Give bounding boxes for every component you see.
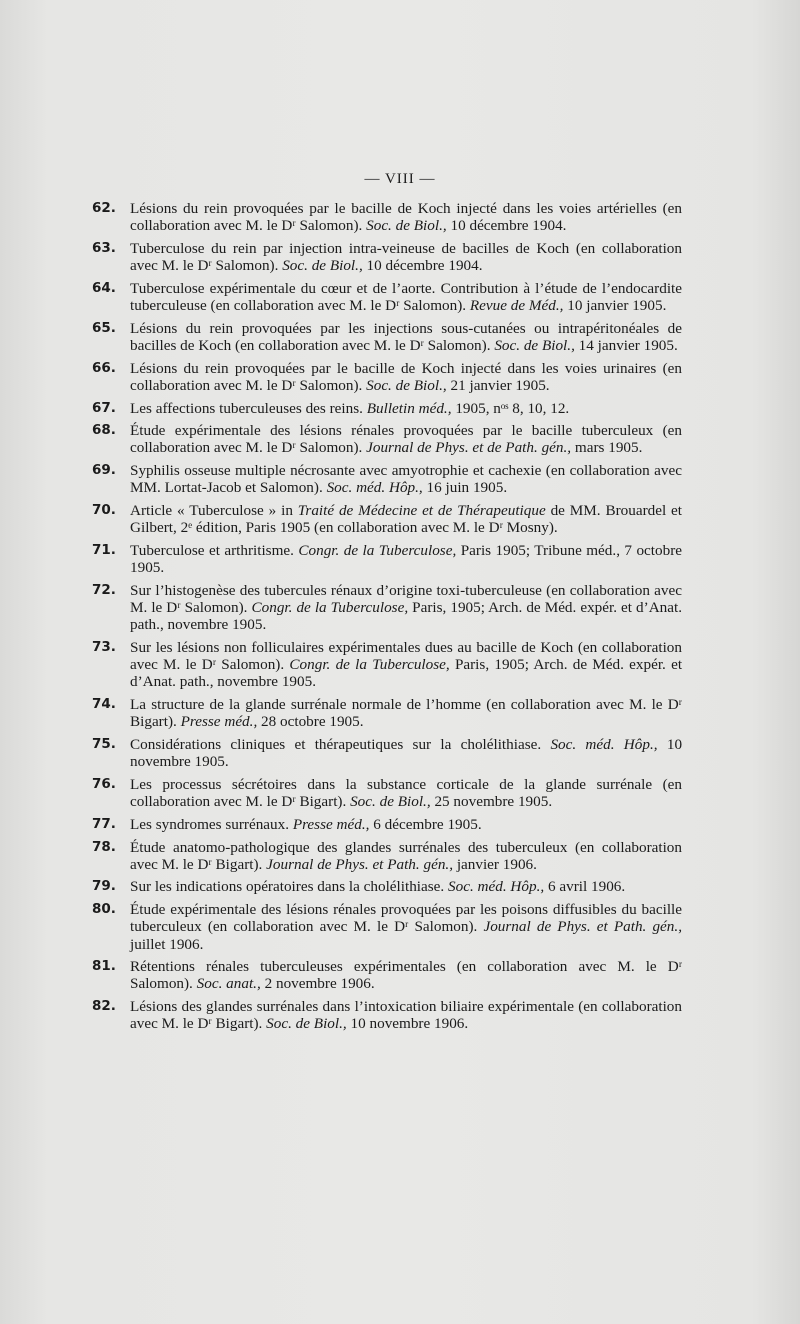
entry-date: 10 novembre 1905. xyxy=(130,735,683,771)
entry-source: Soc. méd. Hôp., xyxy=(448,878,545,896)
entry-number: 69. xyxy=(92,462,116,479)
entry-text xyxy=(130,816,682,833)
entry-source: Traité de Médecine et de Thérapeutique xyxy=(297,502,546,520)
entry-source: Soc. de Biol., xyxy=(366,217,447,235)
bibliography-entry xyxy=(92,816,682,833)
entry-number: 65. xyxy=(92,319,116,336)
entry-number: 75. xyxy=(92,735,116,752)
entry-text xyxy=(130,639,682,691)
entry-date: 25 novembre 1905. xyxy=(434,793,553,811)
entry-date: 2 novembre 1906. xyxy=(264,975,375,993)
entry-text xyxy=(130,878,682,895)
entry-title: Les affections tuberculeuses des reins. xyxy=(130,399,363,417)
entry-text xyxy=(130,776,682,810)
entry-source: Soc. de Biol., xyxy=(282,257,363,275)
bibliography-entry xyxy=(92,462,682,496)
entry-date: 6 décembre 1905. xyxy=(373,815,482,833)
entry-text xyxy=(130,696,682,730)
entry-title: Syphilis osseuse multiple nécrosante avec amyotrophie et cachexie (en collaboration avec MM. Lortat-Jacob et Salomon). xyxy=(130,462,682,497)
bibliography-entry xyxy=(92,901,682,953)
entry-text xyxy=(130,240,682,274)
bibliography-entry xyxy=(92,582,682,634)
entry-title: Lésions du rein provoquées par les injections sous-cutanées ou intrapéritonéales de bacilles de Koch (en collaboration avec M. le Dʳ Salomon). xyxy=(130,319,682,354)
bibliography-entry xyxy=(92,320,682,354)
entry-text xyxy=(130,736,682,770)
entry-date: 10 décembre 1904. xyxy=(366,257,483,275)
entry-date: 6 avril 1906. xyxy=(547,878,626,896)
entry-number: 77. xyxy=(92,815,116,832)
entry-number: 81. xyxy=(92,958,116,975)
entry-date: 28 octobre 1905. xyxy=(261,713,364,731)
entry-title: Considérations cliniques et thérapeutiques sur la cholélithiase. xyxy=(130,735,542,753)
entry-date: Paris, 1905; Arch. de Méd. expér. et d’Anat. path., novembre 1905. xyxy=(130,656,683,691)
entry-date: de MM. Brouardel et Gilbert, 2ᵉ édition, Paris 1905 (en collaboration avec M. le Dʳ Mosny). xyxy=(130,502,683,537)
entry-title: Tuberculose expérimentale du cœur et de l’aorte. Contribution à l’étude de l’endocardite tuberculeuse (en collaboration avec M. le Dʳ Salomon). xyxy=(130,279,682,315)
entry-number: 62. xyxy=(92,200,116,216)
entry-title: Lésions du rein provoquées par le bacille de Koch injecté dans les voies urinaires (en collaboration avec M. le Dʳ Salomon). xyxy=(130,359,682,394)
entry-title: Les syndromes surrénaux. xyxy=(130,815,290,833)
entry-source: Presse méd., xyxy=(292,815,370,833)
entry-text xyxy=(130,582,682,634)
entry-number: 70. xyxy=(92,502,116,519)
entry-number: 63. xyxy=(92,239,116,256)
entry-number: 80. xyxy=(92,901,116,918)
entry-number: 71. xyxy=(92,541,116,558)
entry-number: 66. xyxy=(92,359,116,376)
page-number: — VIII — xyxy=(364,171,436,187)
bibliography-entry xyxy=(92,776,682,810)
entry-title: Lésions du rein provoquées par le bacille de Koch injecté dans les voies artérielles (en collaboration avec M. le Dʳ Salomon). xyxy=(130,200,682,235)
entry-date: mars 1905. xyxy=(574,439,643,457)
entry-title: Article « Tuberculose » in xyxy=(130,502,293,520)
entry-source: Journal de Phys. et Path. gén., xyxy=(483,918,682,936)
bibliography-entry xyxy=(92,736,682,770)
entry-date: Paris 1905; Tribune méd., 7 octobre 1905. xyxy=(130,541,682,577)
entry-number: 67. xyxy=(92,399,116,416)
entry-source: Soc. de Biol., xyxy=(350,793,431,811)
entry-source: Journal de Phys. et Path. gén., xyxy=(266,855,454,873)
entry-source: Journal de Phys. et de Path. gén., xyxy=(366,439,572,457)
entry-number: 82. xyxy=(92,998,116,1015)
entry-title: Étude expérimentale des lésions rénales provoquées par les poisons diffusibles du bacille tuberculeux (en collaboration avec M. le Dʳ Salomon). xyxy=(130,901,682,936)
bibliography-entry xyxy=(92,542,682,576)
entry-source: Soc. méd. Hôp., xyxy=(550,735,658,753)
entry-text xyxy=(130,542,682,576)
entry-text xyxy=(130,998,682,1032)
entry-title: Sur les indications opératoires dans la cholélithiase. xyxy=(130,878,445,896)
entry-source: Soc. méd. Hôp., xyxy=(326,479,423,497)
bibliography-entry xyxy=(92,958,682,992)
entry-date: 14 janvier 1905. xyxy=(578,336,678,354)
entry-date: Paris, 1905; Arch. de Méd. expér. et d’Anat. path., novembre 1905. xyxy=(130,599,683,634)
entry-date: 10 janvier 1905. xyxy=(567,297,667,315)
bibliography-entry xyxy=(92,878,682,895)
entry-number: 64. xyxy=(92,279,116,296)
entry-source: Soc. de Biol., xyxy=(494,336,575,354)
entry-date: juillet 1906. xyxy=(130,935,204,953)
entry-text xyxy=(130,901,682,953)
entry-text xyxy=(130,280,682,314)
entry-text xyxy=(130,502,682,536)
bibliography-entry xyxy=(92,360,682,394)
entry-source: Presse méd., xyxy=(180,713,258,731)
entry-date: 10 décembre 1904. xyxy=(450,217,567,235)
entry-text xyxy=(130,200,682,234)
entry-date: 1905, nᵒˢ 8, 10, 12. xyxy=(455,399,570,417)
bibliography-entry xyxy=(92,639,682,691)
entry-text xyxy=(130,320,682,354)
entry-number: 76. xyxy=(92,775,116,792)
entry-title: Tuberculose et arthritisme. xyxy=(130,541,294,559)
bibliography-entry xyxy=(92,696,682,730)
entry-date: 10 novembre 1906. xyxy=(350,1015,469,1033)
entry-title: Lésions des glandes surrénales dans l’intoxication biliaire expérimentale (en collaboration avec M. le Dʳ Bigart). xyxy=(130,998,682,1033)
entry-source: Soc. de Biol., xyxy=(366,376,447,394)
bibliography-entry xyxy=(92,422,682,456)
bibliography-entry xyxy=(92,839,682,873)
entry-title: Étude expérimentale des lésions rénales provoquées par le bacille tuberculeux (en collaboration avec M. le Dʳ Salomon). xyxy=(130,422,682,457)
entry-number: 74. xyxy=(92,696,116,713)
entry-source: Congr. de la Tuberculose, xyxy=(298,541,457,559)
entry-title: Tuberculose du rein par injection intra-veineuse de bacilles de Koch (en collaboration avec M. le Dʳ Salomon). xyxy=(130,239,682,275)
entry-title: Sur les lésions non folliculaires expérimentales dues au bacille de Koch (en collaboration avec M. le Dʳ Salomon). xyxy=(130,638,682,674)
entry-text xyxy=(130,360,682,394)
entry-number: 72. xyxy=(92,581,116,598)
bibliography-entry xyxy=(92,400,682,417)
entry-source: Bulletin méd., xyxy=(366,399,452,417)
entry-date: 21 janvier 1905. xyxy=(450,376,550,394)
entry-number: 79. xyxy=(92,878,116,895)
entry-text xyxy=(130,839,682,873)
entry-text xyxy=(130,400,682,417)
entry-title: Étude anatomo-pathologique des glandes surrénales des tuberculeux (en collaboration avec M. le Dʳ Bigart). xyxy=(130,838,682,873)
entry-source: Congr. de la Tuberculose, xyxy=(289,656,450,674)
entry-number: 78. xyxy=(92,838,116,855)
entry-number: 68. xyxy=(92,422,116,439)
entry-number: 73. xyxy=(92,638,116,655)
entry-source: Soc. anat., xyxy=(196,975,261,993)
entry-title: Rétentions rénales tuberculeuses expérimentales (en collaboration avec M. le Dʳ Salomon). xyxy=(130,958,682,993)
bibliography-entry xyxy=(92,502,682,536)
entry-text xyxy=(130,422,682,456)
bibliography-entry xyxy=(92,998,682,1032)
entry-title: Les processus sécrétoires dans la substance corticale de la glande surrénale (en collaboration avec M. le Dʳ Bigart). xyxy=(130,775,682,811)
entry-source: Soc. de Biol., xyxy=(266,1015,347,1033)
entry-date: janvier 1906. xyxy=(456,855,537,873)
entry-title: La structure de la glande surrénale normale de l’homme (en collaboration avec M. le Dʳ Bigart). xyxy=(130,696,682,731)
bibliography-list xyxy=(92,200,682,1038)
entry-text xyxy=(130,958,682,992)
entry-text xyxy=(130,462,682,496)
entry-source: Congr. de la Tuberculose, xyxy=(251,599,409,617)
bibliography-entry xyxy=(92,240,682,274)
bibliography-entry xyxy=(92,200,682,234)
entry-source: Revue de Méd., xyxy=(469,297,564,315)
entry-date: 16 juin 1905. xyxy=(426,479,508,497)
entry-title: Sur l’histogenèse des tubercules rénaux d’origine toxi-tuberculeuse (en collaboration avec M. le Dʳ Salomon). xyxy=(130,581,682,617)
bibliography-entry xyxy=(92,280,682,314)
